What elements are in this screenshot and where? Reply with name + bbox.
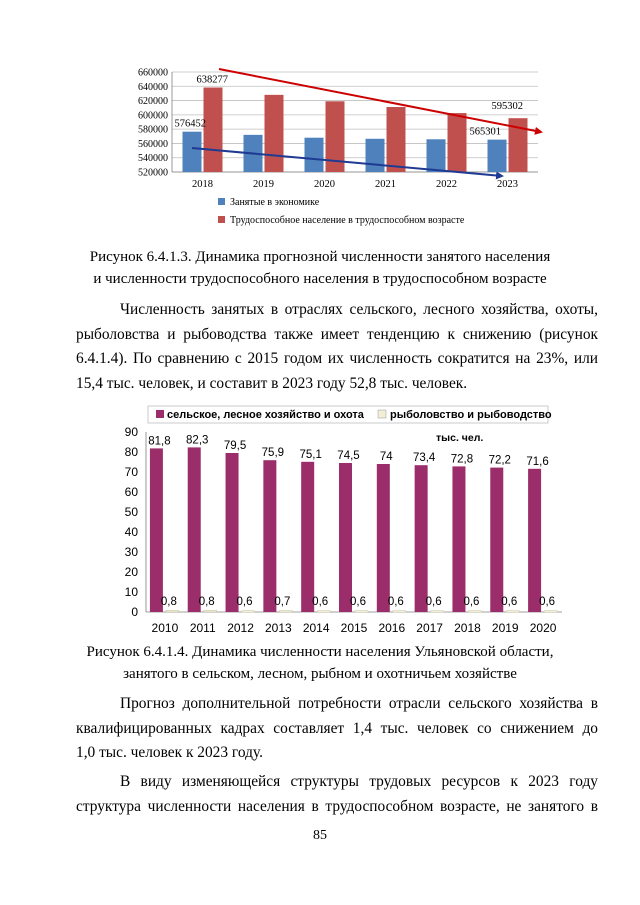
y-tick-label: 30 [124,545,138,559]
x-tick-label: 2019 [253,179,274,190]
x-tick-label: 2019 [491,621,519,635]
bar [166,610,179,612]
figure-caption-6-4-1-3 [60,246,580,290]
bar [263,460,276,612]
text-line: 15,4 тыс. человек, и составит в 2023 году 52,8 тыс. человек. [76,374,468,392]
page-number: 85 [313,828,327,843]
bar [387,107,406,172]
bar [393,611,406,613]
bar [468,611,481,613]
y-tick-label: 60 [124,485,138,499]
x-tick-label: 2022 [436,179,457,190]
text-line: В виду изменяющейся структуры трудовых ресурсов к 2023 году [120,773,598,790]
data-label: 0,6 [501,596,518,608]
x-tick-label: 2014 [302,621,330,635]
data-label: 73,4 [412,452,436,465]
data-label: 0,7 [274,596,291,608]
data-label: 0,6 [463,596,480,608]
legend-label: Занятые в экономике [230,197,320,208]
x-tick-label: 2016 [378,621,406,635]
data-label: 0,6 [236,596,253,608]
legend-label: рыболовство и рыбоводство [390,409,552,421]
y-tick-label: 560000 [138,138,168,150]
x-tick-label: 2018 [454,621,481,635]
x-tick-label: 2018 [192,179,213,190]
text-line: 1,0 тыс. человек к 2023 году. [76,744,263,761]
body-paragraph [76,692,598,766]
bar [265,95,284,172]
bar [506,611,519,613]
x-tick-label: 2017 [416,621,443,635]
bar [490,468,503,612]
data-label: 576452 [174,118,206,130]
data-label: 74 [379,451,393,463]
body-paragraph [76,298,598,396]
data-label: 0,6 [350,596,366,608]
data-label: 75,1 [299,448,322,461]
data-label: 0,6 [539,596,556,608]
data-label: 0,6 [425,596,442,608]
y-tick-label: 80 [124,445,138,459]
data-label: 72,8 [450,453,474,466]
body-paragraph [76,770,598,819]
data-label: 74,5 [337,450,360,462]
y-tick-label: 540000 [138,153,168,165]
legend-label: сельское, лесное хозяйство и охота [167,409,364,421]
legend-label: Трудоспособное население в трудоспособном возрасте [230,215,465,226]
y-tick-label: 660000 [138,67,168,79]
x-tick-label: 2020 [314,179,335,190]
bar [150,448,163,612]
agriculture-employment-chart [106,402,572,638]
bar [431,611,444,613]
text-line: рыболовства и рыбоводства также имеет тенденцию к снижению (рисунок [76,325,598,343]
legend-swatch [218,216,225,223]
bar [183,132,202,172]
y-tick-label: 620000 [138,96,168,108]
text-line: Прогноз дополнительной потребности отрасли сельского хозяйства в [120,695,598,712]
x-tick-label: 2011 [189,621,216,635]
bar [355,611,368,613]
unit-label: тыс. чел. [436,432,484,444]
caption-line: и численности трудоспособного населения в трудоспособном возрасте [93,271,547,287]
figure-caption-6-4-1-4 [60,641,580,685]
data-label: 75,9 [261,447,285,460]
legend-swatch [378,410,386,418]
y-tick-label: 520000 [138,167,168,179]
y-tick-label: 40 [124,525,138,539]
x-tick-label: 2020 [529,621,557,635]
x-tick-label: 2012 [227,621,254,635]
data-label: 0,8 [160,596,177,608]
x-tick-label: 2023 [497,179,518,190]
bar [305,138,324,172]
data-label: 0,8 [198,596,215,608]
bar [279,611,292,613]
y-tick-label: 580000 [138,124,168,136]
bar [415,465,428,612]
data-label: 81,8 [148,435,171,448]
y-tick-label: 20 [124,565,138,579]
y-tick-label: 0 [131,605,138,619]
data-label: 565301 [469,126,501,138]
legend-swatch [218,198,225,205]
y-tick-label: 70 [124,465,138,479]
data-label: 638277 [196,74,228,86]
data-label: 595302 [491,101,523,113]
bar [544,611,557,613]
data-label: 72,2 [488,454,511,467]
bar [452,466,465,612]
y-tick-label: 640000 [138,81,168,93]
data-label: 0,6 [387,596,404,608]
data-label: 82,3 [186,434,209,447]
caption-line: Рисунок 6.4.1.4. Динамика численности населения Ульяновской области, [86,644,554,660]
bar [204,610,217,612]
data-label: 79,5 [223,440,247,452]
bar [242,611,255,613]
bar [339,463,352,612]
data-label: 71,6 [526,455,549,468]
y-tick-label: 600000 [138,110,168,122]
data-label: 0,6 [312,596,329,608]
y-tick-label: 50 [124,505,138,519]
bar [317,611,330,613]
bar [204,88,223,172]
text-line: 6.4.1.4). По сравнению с 2015 годом их численность сократится на 23%, или [76,350,598,367]
text-line: Численность занятых в отраслях сельского, лесного хозяйства, охоты, [120,301,598,318]
x-tick-label: 2021 [375,179,396,190]
employment-forecast-chart [120,62,550,242]
x-tick-label: 2015 [340,621,368,635]
bar [188,447,201,612]
text-line: структура численности населения в трудоспособном возрасте, не занятого в [76,797,598,815]
x-tick-label: 2013 [265,621,292,635]
bar [366,139,385,172]
bar [448,113,467,172]
bar [528,469,541,612]
caption-line: занятого в сельском, лесном, рыбном и охотничьем хозяйстве [123,666,517,682]
bar [226,453,239,612]
bar [377,464,390,612]
bar [301,462,314,612]
bar [427,139,446,172]
y-tick-label: 10 [124,585,138,599]
text-line: квалифицированных кадрах составляет 1,4 тыс. человек со снижением до [76,719,598,737]
caption-line: Рисунок 6.4.1.3. Динамика прогнозной численности занятого населения [89,249,551,265]
bar [488,140,507,172]
x-tick-label: 2010 [151,621,179,635]
legend-swatch [156,410,164,418]
y-tick-label: 90 [124,425,138,439]
